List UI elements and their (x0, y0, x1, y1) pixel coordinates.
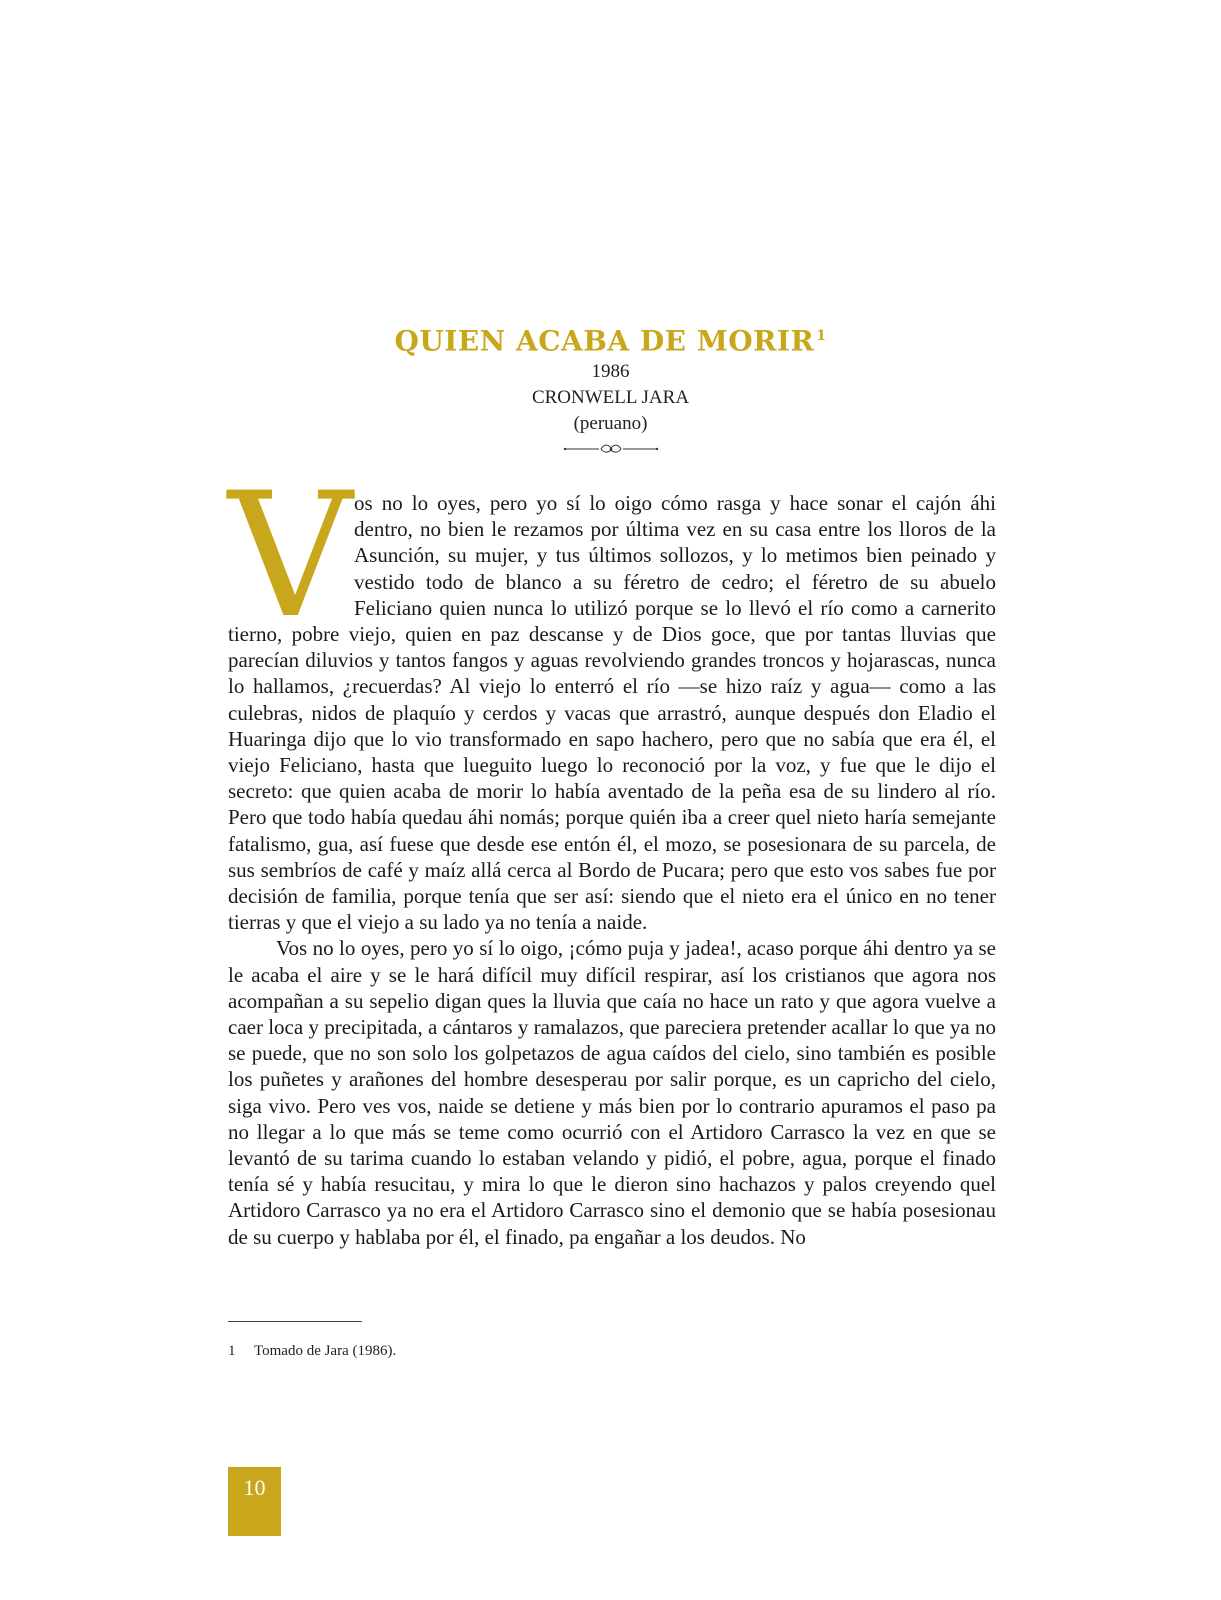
story-header (0, 318, 1221, 455)
footnote (228, 1341, 396, 1361)
author-name: CRONWELL JARA (531, 387, 690, 409)
paragraph-2: Vos no lo oyes, pero yo sí lo oigo, ¡cómo puja y jadea!, acaso porque áhi dentro ya se le acaba el aire y se le hará difícil muy difícil respirar, así los cristianos que agora nos acompañan a su sepelio digan ques la lluvia que caía no hace un rato y que agora vuelve a caer loca y precipitada, a cántaros y ramalazos, que pareciera pretender acallar lo que ya no se puede, que no son solo los golpetazos de agua caídos del cielo, sino también es posible los puñetes y arañones del hombre desesperau por salir porque, es un capricho del cielo, siga vivo. Pero ves vos, naide se detiene y más bien por lo contrario apuramos el paso pa no llegar a lo que más se teme como ocurrió con el Artidoro Carrasco la vez en que se levantó de su tarima cuando lo estaban velando y pidió, el pobre, agua, porque el finado tenía sé y había resucitau, y mira lo que le dieron sino hachazos y palos creyendo quel Artidoro Carrasco ya no era el Artidoro Carrasco sino el demonio que se había posesionau de su cuerpo y hablaba por él, el finado, pa engañar a los deudos. No (228, 936, 996, 1249)
publication-year: 1986 (591, 361, 630, 383)
footnote-number: 1 (228, 1343, 236, 1359)
paragraph-1: os no lo oyes, pero yo sí lo oigo cómo rasga y hace sonar el cajón áhi dentro, no bien le rezamos por última vez en su casa entre los lloros de la Asunción, su mujer, y tus últimos sollozos, y lo metimos bien peinado y vestido todo de blanco a su féretro de cedro; el féretro de su abuelo Feliciano quien nunca lo utilizó porque se lo llevó el río como a carnerito tierno, pobre viejo, quien en paz descanse y de Dios goce, que por tantas lluvias que parecían diluvios y tantos fangos y aguas revolviendo grandes troncos y hojarascas, nunca lo hallamos, ¿recuerdas? Al viejo lo enterró el río —se hizo raíz y agua— como a las culebras, nidos de plaquío y cerdos y vacas que arrastró, aunque después don Eladio el Huaringa dijo que lo vio transformado en sapo hachero, pero que no sabía que era él, el viejo Feliciano, hasta que lueguito luego lo reconoció por la voz, y fue que le dijo el secreto: que quien acaba de morir lo había aventado de la peña esa de su lindero al río. Pero que todo había quedau áhi nomás; porque quién iba a creer quel nieto haría semejante fatalismo, gua, así fuese que desde ese entón él, el mozo, se posesionara de su parcela, de sus sembríos de café y maíz allá cerca al Bordo de Pucara; pero que esto vos sabes fue por decisión de familia, porque tenía que ser así: siendo que el nieto era el único en no tener tierras y que el viejo a su lado ya no tenía a naide. (228, 491, 996, 935)
author-nationality: (peruano) (573, 413, 648, 435)
footnote-text: Tomado de Jara (1986). (254, 1343, 397, 1359)
page-number: 10 (243, 1475, 266, 1500)
footnote-divider (228, 1321, 362, 1322)
ornamental-divider-icon (563, 441, 659, 455)
drop-cap: V (228, 455, 351, 656)
story-body (228, 455, 996, 1250)
footnote-reference[interactable]: 1 (816, 328, 827, 344)
story-title-text: QUIEN ACABA DE MORIR (394, 324, 815, 358)
page-number-badge (228, 1467, 281, 1536)
story-title (0, 318, 1221, 359)
